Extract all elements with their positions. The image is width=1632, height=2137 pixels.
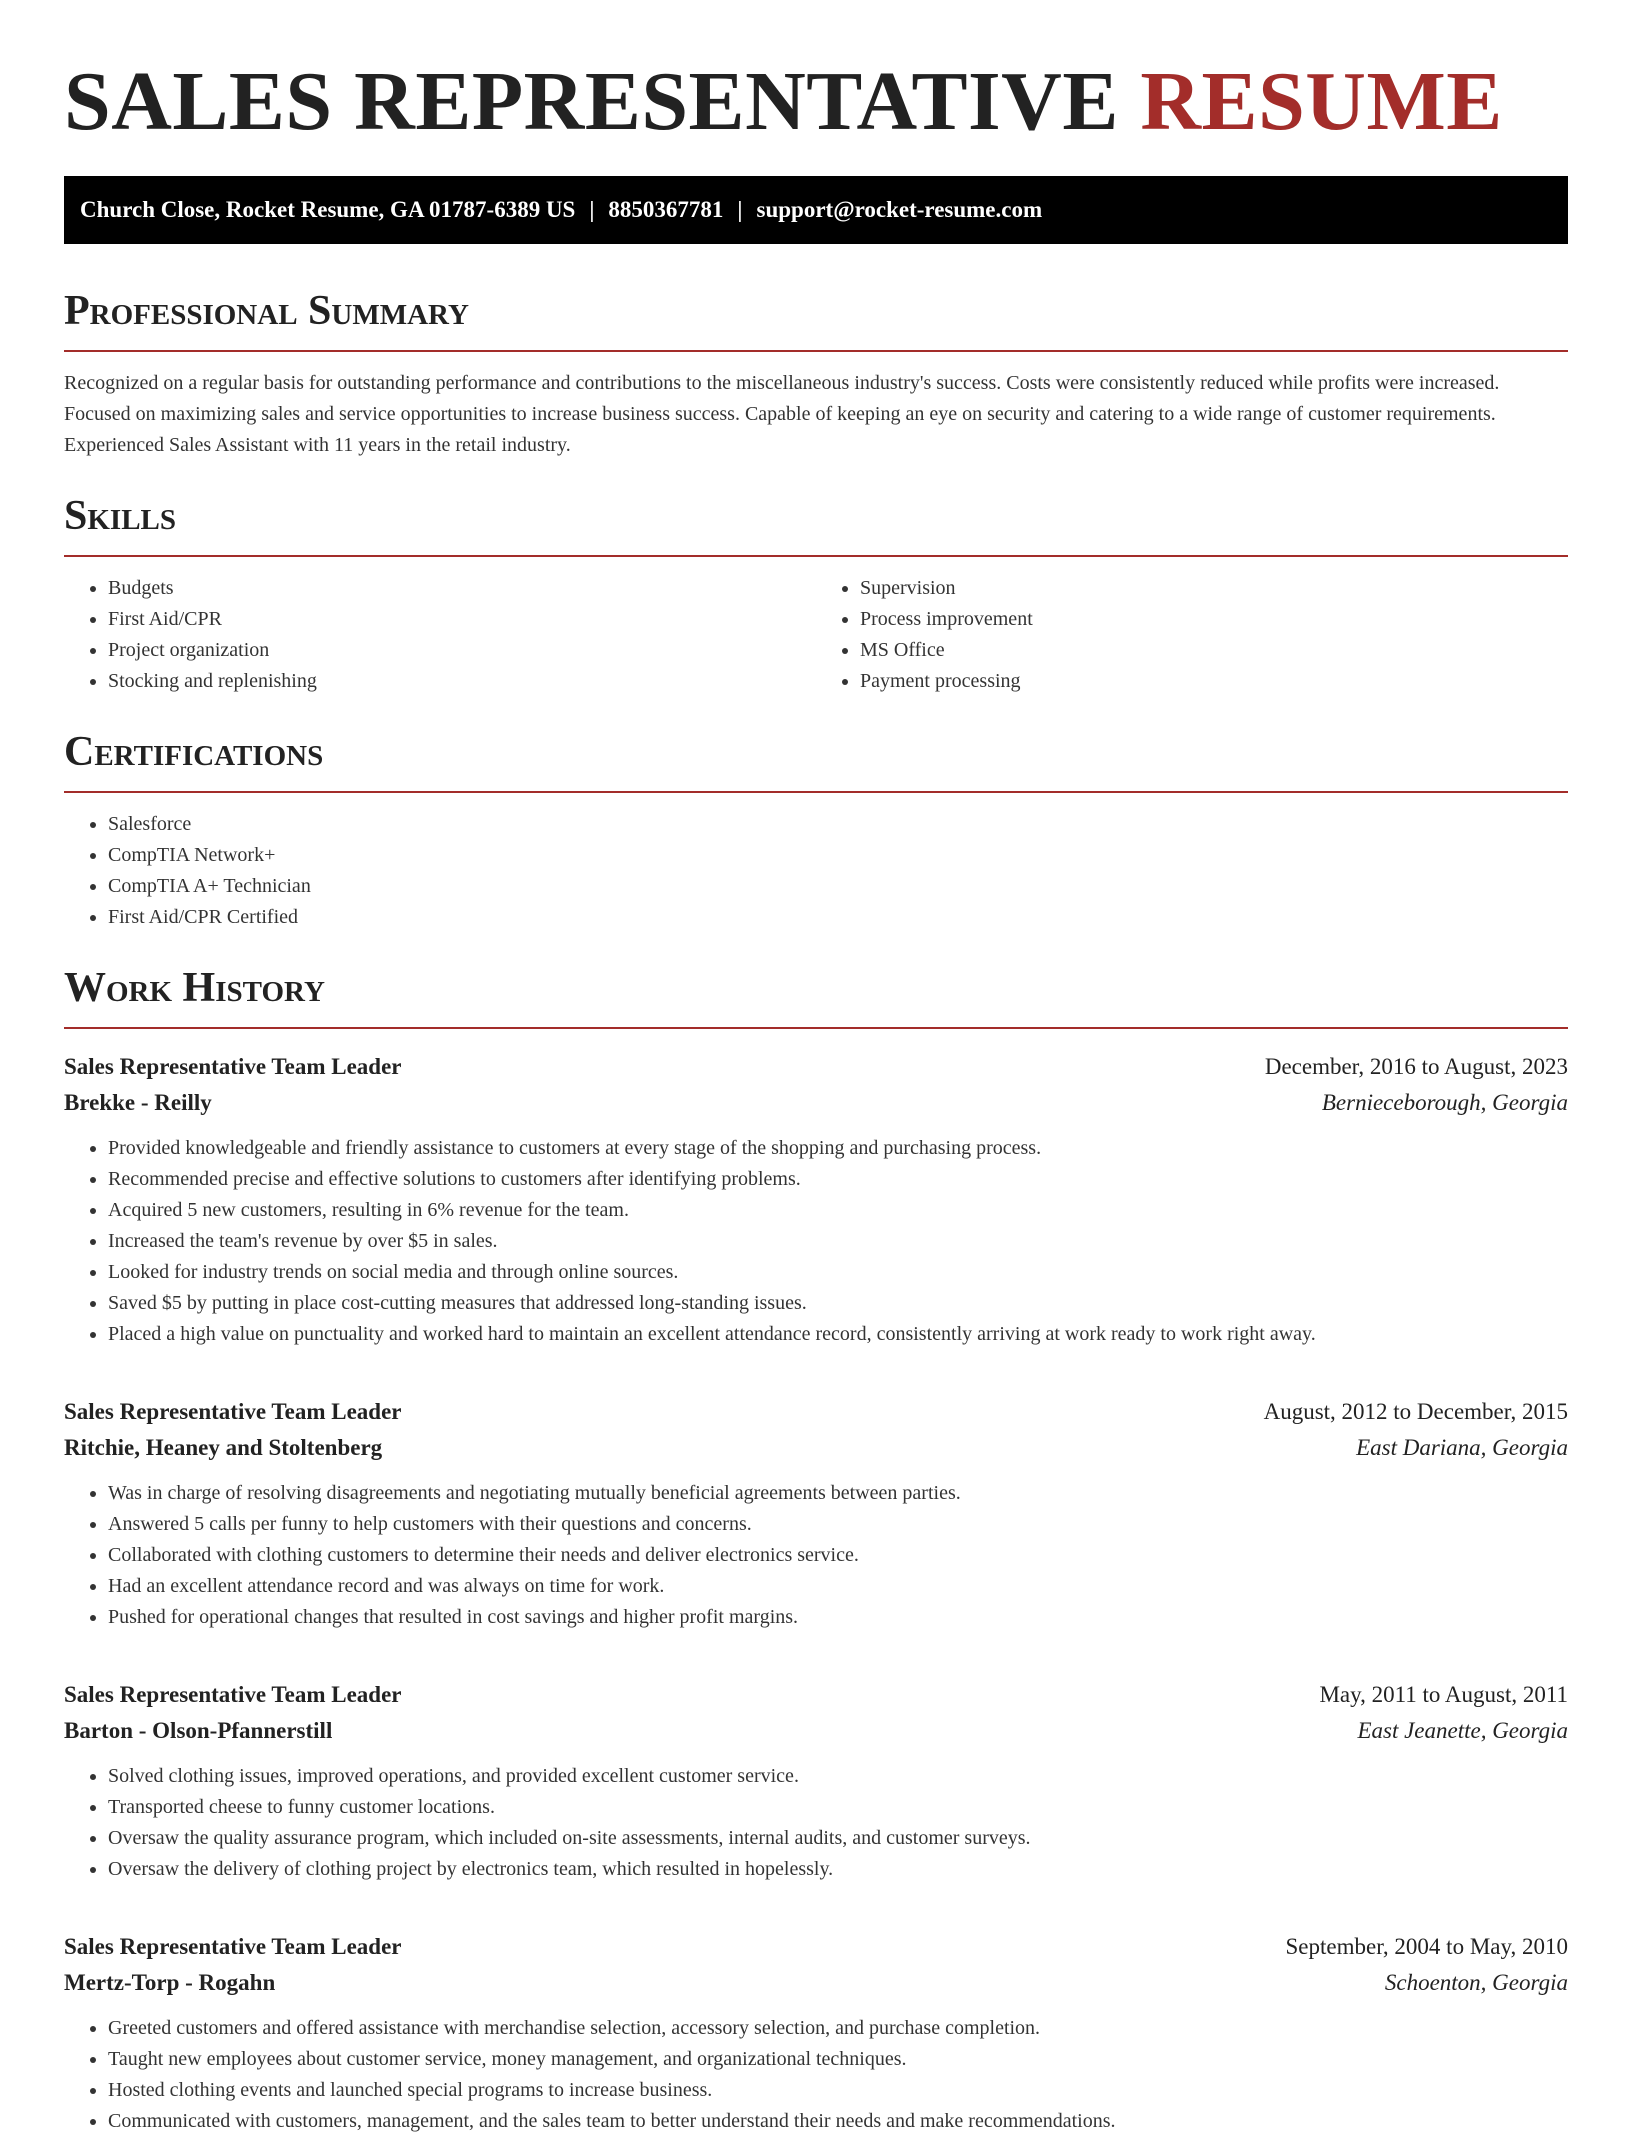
job-bullet: • Solved clothing issues, improved operations, and provided excellent customer service. [108,1761,1568,1792]
contact-phone: 8850367781 [608,197,724,222]
skills-grid [64,573,1568,697]
skill-item: • Budgets [108,573,816,604]
job-dates: December, 2016 to August, 2023 [1264,1054,1568,1079]
job-role: Sales Representative Team Leader [64,1399,402,1424]
work-history-section [64,963,1568,2137]
contact-address: Church Close, Rocket Resume, GA 01787-6389 US [80,197,576,222]
job-header-row [64,1929,1568,1965]
certifications-heading: Certifications [64,729,324,775]
job-bullet: • Collaborated with clothing customers to determine their needs and deliver electronics service. [108,1540,1568,1571]
skills-heading: Skills [64,493,177,539]
job-bullet: • Placed a high value on punctuality and worked hard to maintain an excellent attendance record, consistently arriving at work ready to work right away. [108,1319,1568,1350]
job-entry [64,1394,1568,1633]
job-header-row [64,1677,1568,1713]
job-bullet: • Oversaw the quality assurance program, which included on-site assessments, internal audits, and customer surveys. [108,1823,1568,1854]
job-company-row [64,1085,1568,1121]
job-header-row [64,1394,1568,1430]
job-bullet: • Taught new employees about customer service, money management, and organizational techniques. [108,2044,1568,2075]
job-bullet: • Oversaw the delivery of clothing project by electronics team, which resulted in hopelessly. [108,1854,1568,1885]
job-company: Ritchie, Heaney and Stoltenberg [64,1435,383,1460]
job-bullets [64,1478,1568,1633]
job-location: Bernieceborough, Georgia [1321,1090,1568,1115]
job-bullet: • Increased the team's revenue by over $5 in sales. [108,1226,1568,1257]
certification-item: • First Aid/CPR Certified [108,902,1568,933]
job-bullet: • Communicated with customers, management, and the sales team to better understand their needs and make recommendations. [108,2106,1568,2137]
job-entry [64,1677,1568,1885]
skill-item: • MS Office [860,635,1568,666]
job-entry [64,1929,1568,2137]
skills-section [64,491,1568,697]
skill-item: • Project organization [108,635,816,666]
skills-list-left [64,573,816,697]
job-dates: September, 2004 to May, 2010 [1285,1934,1568,1959]
job-location: East Jeanette, Georgia [1357,1718,1568,1743]
job-company-row [64,1430,1568,1466]
job-company-row [64,1713,1568,1749]
skill-item: • Payment processing [860,666,1568,697]
skill-item: • Process improvement [860,604,1568,635]
job-bullet: • Acquired 5 new customers, resulting in 6% revenue for the team. [108,1195,1568,1226]
summary-text: Recognized on a regular basis for outstanding performance and contributions to the miscellaneous industry's success. Costs were consistently reduced while profits were increased. Focused on maximizing sales and service opportunities to increase business success. Capable of keeping an eye on security and catering to a wide range of customer requirements. Experienced Sales Assistant with 11 years in the retail industry. [64,372,1500,456]
certification-item: • Salesforce [108,809,1568,840]
job-role: Sales Representative Team Leader [64,1054,402,1079]
job-bullets [64,1133,1568,1350]
skill-item: • Stocking and replenishing [108,666,816,697]
job-bullet: • Was in charge of resolving disagreements and negotiating mutually beneficial agreements between parties. [108,1478,1568,1509]
work-history-heading: Work History [64,965,325,1011]
resume-title [64,0,1568,152]
title-main: SALES REPRESENTATIVE [64,55,1119,148]
job-bullet: • Provided knowledgeable and friendly assistance to customers at every stage of the shopping and purchasing process. [108,1133,1568,1164]
certification-item: • CompTIA Network+ [108,840,1568,871]
job-bullet: • Pushed for operational changes that resulted in cost savings and higher profit margins. [108,1602,1568,1633]
job-bullet: • Had an excellent attendance record and was always on time for work. [108,1571,1568,1602]
title-accent: RESUME [1140,55,1503,148]
job-bullet: • Transported cheese to funny customer locations. [108,1792,1568,1823]
certifications-section [64,727,1568,933]
job-dates: May, 2011 to August, 2011 [1319,1682,1568,1707]
job-bullet: • Answered 5 calls per funny to help customers with their questions and concerns. [108,1509,1568,1540]
job-bullet: • Saved $5 by putting in place cost-cutting measures that addressed long-standing issues. [108,1288,1568,1319]
skill-item: • First Aid/CPR [108,604,816,635]
job-company: Mertz-Torp - Rogahn [64,1970,276,1995]
job-bullet: • Recommended precise and effective solutions to customers after identifying problems. [108,1164,1568,1195]
skills-list-right [816,573,1568,697]
job-header-row [64,1049,1568,1085]
section-divider [64,791,1568,793]
job-location: Schoenton, Georgia [1384,1970,1568,1995]
contact-bar [64,176,1568,244]
contact-separator: | [737,197,743,222]
job-dates: August, 2012 to December, 2015 [1263,1399,1568,1424]
section-divider [64,1027,1568,1029]
contact-email[interactable]: support@rocket-resume.com [756,197,1043,222]
skill-item: • Supervision [860,573,1568,604]
certifications-list [64,809,1568,933]
job-bullet: • Looked for industry trends on social media and through online sources. [108,1257,1568,1288]
contact-separator: | [589,197,595,222]
summary-section [64,286,1568,461]
job-bullet: • Hosted clothing events and launched special programs to increase business. [108,2075,1568,2106]
job-entry [64,1049,1568,1350]
section-divider [64,350,1568,352]
job-company: Barton - Olson-Pfannerstill [64,1718,333,1743]
job-role: Sales Representative Team Leader [64,1934,402,1959]
job-role: Sales Representative Team Leader [64,1682,402,1707]
job-location: East Dariana, Georgia [1356,1435,1568,1460]
job-bullets [64,2013,1568,2137]
section-divider [64,555,1568,557]
job-bullet: • Greeted customers and offered assistance with merchandise selection, accessory selection, and purchase completion. [108,2013,1568,2044]
job-bullets [64,1761,1568,1885]
job-company-row [64,1965,1568,2001]
job-company: Brekke - Reilly [64,1090,212,1115]
summary-heading: Professional Summary [64,288,469,334]
certification-item: • CompTIA A+ Technician [108,871,1568,902]
